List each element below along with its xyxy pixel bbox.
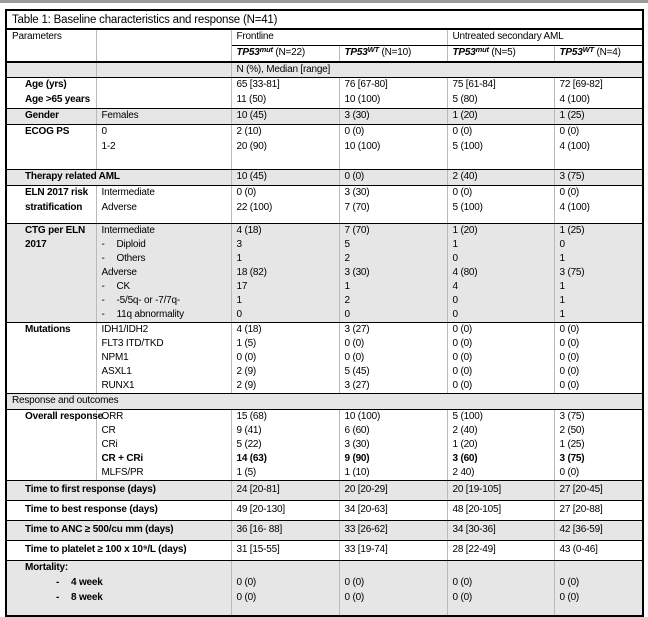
value-cell: 0 (0) [447,351,554,365]
n-count: (N=22) [272,47,305,58]
value-cell: 3 (30) [339,109,447,125]
value-cell [339,561,447,577]
table-row [6,201,643,216]
subparam-cell [96,238,231,252]
gene-label: TP53 [236,47,260,58]
subparam-cell: Adverse [96,266,231,280]
section-header-cell: Response and outcomes [6,394,643,410]
value-cell: 15 (68) [231,410,339,425]
value-cell: 1 (25) [554,109,643,125]
value-cell: 3 (27) [339,379,447,394]
table-row [6,185,643,201]
subparam-cell: Females [96,109,231,125]
value-cell: 65 [33-81] [231,78,339,94]
table-row [6,410,643,425]
value-cell: 1 (10) [339,466,447,481]
bullet-label: CK [116,281,130,292]
value-cell: 0 (0) [447,379,554,394]
value-cell: 1 [554,308,643,323]
value-cell: 1 (20) [447,438,554,452]
subparam-cell: FLT3 ITD/TKD [96,337,231,351]
table-body [6,78,643,617]
value-cell: 0 (0) [447,576,554,591]
value-cell: 2 (50) [559,425,585,436]
table-row [6,294,643,308]
value-cell: 5 (22) [231,438,339,452]
value-cell: 0 (0) [559,366,580,377]
param-cell: Gender [6,109,96,125]
value-cell: 2 [339,294,447,308]
param-cell [6,591,231,606]
value-cell: 27 [20-45] [554,481,643,501]
value-cell: 27 [20-88] [554,501,643,521]
n-count: (N=4) [593,47,621,58]
value-cell: 1 (25) [559,439,585,450]
value-cell: 1 [554,294,643,308]
column-header-frontline-tp53mut [231,46,339,63]
value-cell: 0 (0) [447,365,554,379]
value-cell: 5 (45) [339,365,447,379]
bullet-label: -5/5q- or -7/7q- [116,295,180,306]
table-row [6,591,643,606]
gene-label: TP53 [452,47,476,58]
value-cell: 1 [554,280,643,294]
param-cell [6,365,96,379]
group-header-frontline: Frontline [231,29,447,46]
value-cell: 28 [22-49] [447,541,554,561]
value-cell: 0 (0) [231,576,339,591]
value-cell: 49 [20-130] [231,501,339,521]
value-cell: 0 (0) [339,125,447,141]
value-cell: 2 (40) [447,424,554,438]
value-cell: 4 (100) [559,201,590,213]
subparam-cell: CRi [96,438,231,452]
value-cell: 0 [447,252,554,266]
column-header-untreated-tp53mut [447,46,554,63]
value-cell: 0 (0) [447,185,554,201]
param-cell: Time to ANC ≥ 500/cu mm (days) [6,521,231,541]
table-row [6,379,643,394]
param-cell [6,140,96,155]
value-cell: 20 [19-105] [447,481,554,501]
value-cell: 18 (82) [231,266,339,280]
bullet-dash: - [101,253,105,264]
spacer-cell [447,155,554,169]
subparam-cell: ASXL1 [96,365,231,379]
value-cell: 4 (80) [447,266,554,280]
value-cell: 1 [231,294,339,308]
bullet-label: Others [116,253,146,264]
param-cell: Therapy related AML [6,169,231,185]
value-cell: 10 (100) [339,93,447,109]
value-cell: 0 (0) [559,126,580,137]
page-top-edge [0,0,648,3]
table-row [6,216,643,224]
value-cell: 0 (0) [554,576,643,591]
value-cell: 2 (10) [231,125,339,141]
spacer-cell [447,216,554,224]
value-cell: 20 [20-29] [339,481,447,501]
table-row [6,561,643,577]
value-cell: 0 (0) [339,169,447,185]
value-cell: 6 (60) [339,424,447,438]
title-row [6,10,643,29]
value-cell: 9 (41) [231,424,339,438]
value-cell: 0 (0) [559,338,580,349]
value-cell: 1 [231,252,339,266]
table-row [6,140,643,155]
bullet-label: 4 week [71,577,103,588]
table-row [6,337,643,351]
table-row [6,78,643,94]
value-cell: 34 [30-36] [447,521,554,541]
value-cell: 5 (80) [447,93,554,109]
table-row [6,125,643,141]
table-row [6,576,643,591]
value-cell: 17 [231,280,339,294]
param-cell [6,280,96,294]
value-cell: 33 [26-62] [339,521,447,541]
spacer-cell [231,216,339,224]
value-cell: 24 [20-81] [231,481,339,501]
table-row [6,155,643,169]
table-row [6,224,643,239]
value-cell: 0 (0) [339,351,447,365]
table-row [6,238,643,252]
table-row [6,93,643,109]
column-header-frontline-tp53wt [339,46,447,63]
value-cell: 4 (18) [231,224,339,239]
bullet-label: 11q abnormality [116,309,184,320]
table-row [6,466,643,481]
gene-superscript: WT [582,44,594,54]
table-title: Table 1: Baseline characteristics and response (N=41) [6,10,643,29]
value-cell: 2 (9) [231,365,339,379]
baseline-characteristics-table [5,9,644,617]
spacer-cell [554,216,643,224]
spacer-cell [6,216,96,224]
value-cell: 5 (100) [447,201,554,216]
subparam-cell: CR + CRi [96,452,231,466]
bullet-label: 8 week [71,592,103,603]
spacer-cell [339,155,447,169]
value-cell: 0 (0) [554,591,643,606]
value-cell: 0 (0) [447,323,554,338]
spacer-cell [231,606,339,616]
param-cell [6,424,96,438]
table-row [6,452,643,466]
spacer-cell [231,155,339,169]
subparam-cell: RUNX1 [96,379,231,394]
value-cell: 20 (90) [231,140,339,155]
table-row [6,252,643,266]
param-cell [6,438,96,452]
param-cell [6,466,96,481]
value-cell: 42 [36-59] [554,521,643,541]
spacer-cell [96,155,231,169]
group-header-row [6,29,643,46]
value-cell: 3 (75) [554,169,643,185]
value-cell: 1 [554,252,643,266]
subparam-cell [96,294,231,308]
value-cell [554,561,643,577]
table-row [6,351,643,365]
value-cell: 4 [447,280,554,294]
subparam-cell [96,252,231,266]
param-cell: Time to platelet ≥ 100 x 10⁹/L (days) [6,541,231,561]
parameters-column-header: Parameters [6,29,96,62]
subparam-cell: CR [96,424,231,438]
table-row [6,169,643,185]
value-cell: 1 (20) [447,109,554,125]
value-cell: 0 [447,308,554,323]
bullet-dash: - [101,281,105,292]
value-cell: 2 (40) [447,169,554,185]
spacer-cell [554,606,643,616]
gene-label: TP53 [559,47,583,58]
param-cell: Mortality: [6,561,231,577]
param-cell: stratification [6,201,96,216]
spacer-cell [6,155,96,169]
value-cell: 3 (30) [339,185,447,201]
value-cell: 11 (50) [231,93,339,109]
value-cell: 10 (45) [231,109,339,125]
subparam-cell [96,93,231,109]
value-cell: 4 (100) [559,141,590,152]
param-cell: Time to first response (days) [6,481,231,501]
gene-superscript: mut [259,44,273,54]
table-row [6,501,643,521]
units-spacer-cell [96,62,231,78]
table-row [6,308,643,323]
param-cell: ELN 2017 risk [6,185,96,201]
param-cell [6,294,96,308]
bullet-dash: - [101,309,105,320]
subparam-cell: Adverse [96,201,231,216]
units-label: N (%), Median [range] [231,62,643,78]
value-cell: 4 (18) [231,323,339,338]
value-cell: 0 [231,308,339,323]
n-count: (N=10) [378,47,412,58]
table-row [6,521,643,541]
subparam-cell [96,78,231,94]
table-row [6,266,643,280]
value-cell: 0 (0) [559,324,580,335]
value-cell: 4 (100) [554,93,643,109]
value-cell: 43 (0-46] [554,541,643,561]
value-cell: 0 (0) [231,185,339,201]
value-cell: 31 [15-55] [231,541,339,561]
value-cell: 3 (75) [559,411,585,422]
value-cell: 0 (0) [231,591,339,606]
value-cell: 75 [61-84] [447,78,554,94]
param-cell [6,308,96,323]
param-cell: 2017 [6,238,96,252]
param-cell: Age >65 years [6,93,96,109]
value-cell: 0 [339,308,447,323]
units-spacer-cell [6,62,96,78]
gene-superscript: mut [475,44,489,54]
param-cell: Overall response [6,410,96,425]
value-cell: 72 [69-82] [559,79,603,90]
table-row [6,481,643,501]
table-row [6,394,643,410]
param-cell [6,266,96,280]
param-cell [6,252,96,266]
table-row [6,280,643,294]
value-cell: 0 (0) [231,351,339,365]
value-cell: 0 (0) [447,125,554,141]
subparam-cell: NPM1 [96,351,231,365]
value-cell: 0 (0) [559,186,580,198]
value-cell: 0 (0) [447,591,554,606]
param-cell: CTG per ELN [6,224,96,239]
value-cell: 3 [231,238,339,252]
value-cell: 1 (5) [231,466,339,481]
value-cell: 3 (75) [559,453,585,464]
value-cell: 2 [339,252,447,266]
value-cell: 10 (45) [231,169,339,185]
value-cell: 33 [19-74] [339,541,447,561]
value-cell: 5 (100) [447,140,554,155]
spacer-cell [339,606,447,616]
units-row [6,62,643,78]
value-cell: 5 [339,238,447,252]
value-cell: 2 40) [447,466,554,481]
param-cell [6,452,96,466]
value-cell: 3 (30) [339,266,447,280]
subparameter-column-header [96,29,231,62]
value-cell: 3 (27) [339,323,447,338]
spacer-cell [339,216,447,224]
value-cell: 0 (0) [339,337,447,351]
table-row [6,109,643,125]
subparam-cell: 1-2 [96,140,231,155]
value-cell [447,561,554,577]
spacer-cell [447,606,554,616]
value-cell: 14 (63) [231,452,339,466]
value-cell: 0 (0) [447,337,554,351]
value-cell: 9 (90) [339,452,447,466]
value-cell: 3 (75) [554,266,643,280]
param-cell [6,379,96,394]
value-cell: 34 [20-63] [339,501,447,521]
subparam-cell: IDH1/IDH2 [96,323,231,338]
subparam-cell: MLFS/PR [96,466,231,481]
value-cell: 7 (70) [339,224,447,239]
value-cell: 10 (100) [339,410,447,425]
group-header-untreated-secondary-aml: Untreated secondary AML [447,29,643,46]
subparam-cell [96,308,231,323]
value-cell: 3 (30) [339,438,447,452]
value-cell: 2 (9) [231,379,339,394]
value-cell: 1 [339,280,447,294]
value-cell: 0 (0) [554,379,643,394]
spacer-cell [96,216,231,224]
value-cell: 22 (100) [231,201,339,216]
subparam-cell [96,280,231,294]
value-cell: 0 (0) [559,352,580,363]
param-cell: ECOG PS [6,125,96,141]
value-cell: 1 [447,238,554,252]
value-cell [231,561,339,577]
param-cell: Age (yrs) [6,78,96,94]
value-cell: 1 (5) [231,337,339,351]
subparam-cell: 0 [96,125,231,141]
bullet-dash: - [56,577,60,588]
value-cell: 76 [67-80] [339,78,447,94]
value-cell: 0 (0) [339,576,447,591]
value-cell: 0 (0) [339,591,447,606]
value-cell: 48 [20-105] [447,501,554,521]
bullet-dash: - [56,592,60,603]
param-cell [6,351,96,365]
value-cell: 10 (100) [339,140,447,155]
value-cell: 0 [554,238,643,252]
value-cell: 0 [447,294,554,308]
value-cell: 1 (20) [447,224,554,239]
param-cell [6,576,231,591]
param-cell: Mutations [6,323,96,338]
n-count: (N=5) [488,47,516,58]
param-cell [6,337,96,351]
table-row [6,606,643,616]
spacer-cell [6,606,231,616]
value-cell: 36 [16- 88] [231,521,339,541]
value-cell: 3 (60) [447,452,554,466]
spacer-cell [554,155,643,169]
value-cell: 1 (25) [554,224,643,239]
table-row [6,541,643,561]
table-row [6,365,643,379]
column-header-untreated-tp53wt [554,46,643,63]
bullet-dash: - [101,239,105,250]
table-row [6,424,643,438]
gene-label: TP53 [344,47,368,58]
subparam-cell: ORR [96,410,231,425]
bullet-dash: - [101,295,105,306]
value-cell: 5 (100) [447,410,554,425]
param-cell: Time to best response (days) [6,501,231,521]
subparam-cell: Intermediate [96,185,231,201]
value-cell: 0 (0) [554,466,643,481]
subparam-cell: Intermediate [96,224,231,239]
table-row [6,323,643,338]
table-row [6,438,643,452]
value-cell: 7 (70) [339,201,447,216]
gene-superscript: WT [367,44,379,54]
bullet-label: Diploid [116,239,146,250]
